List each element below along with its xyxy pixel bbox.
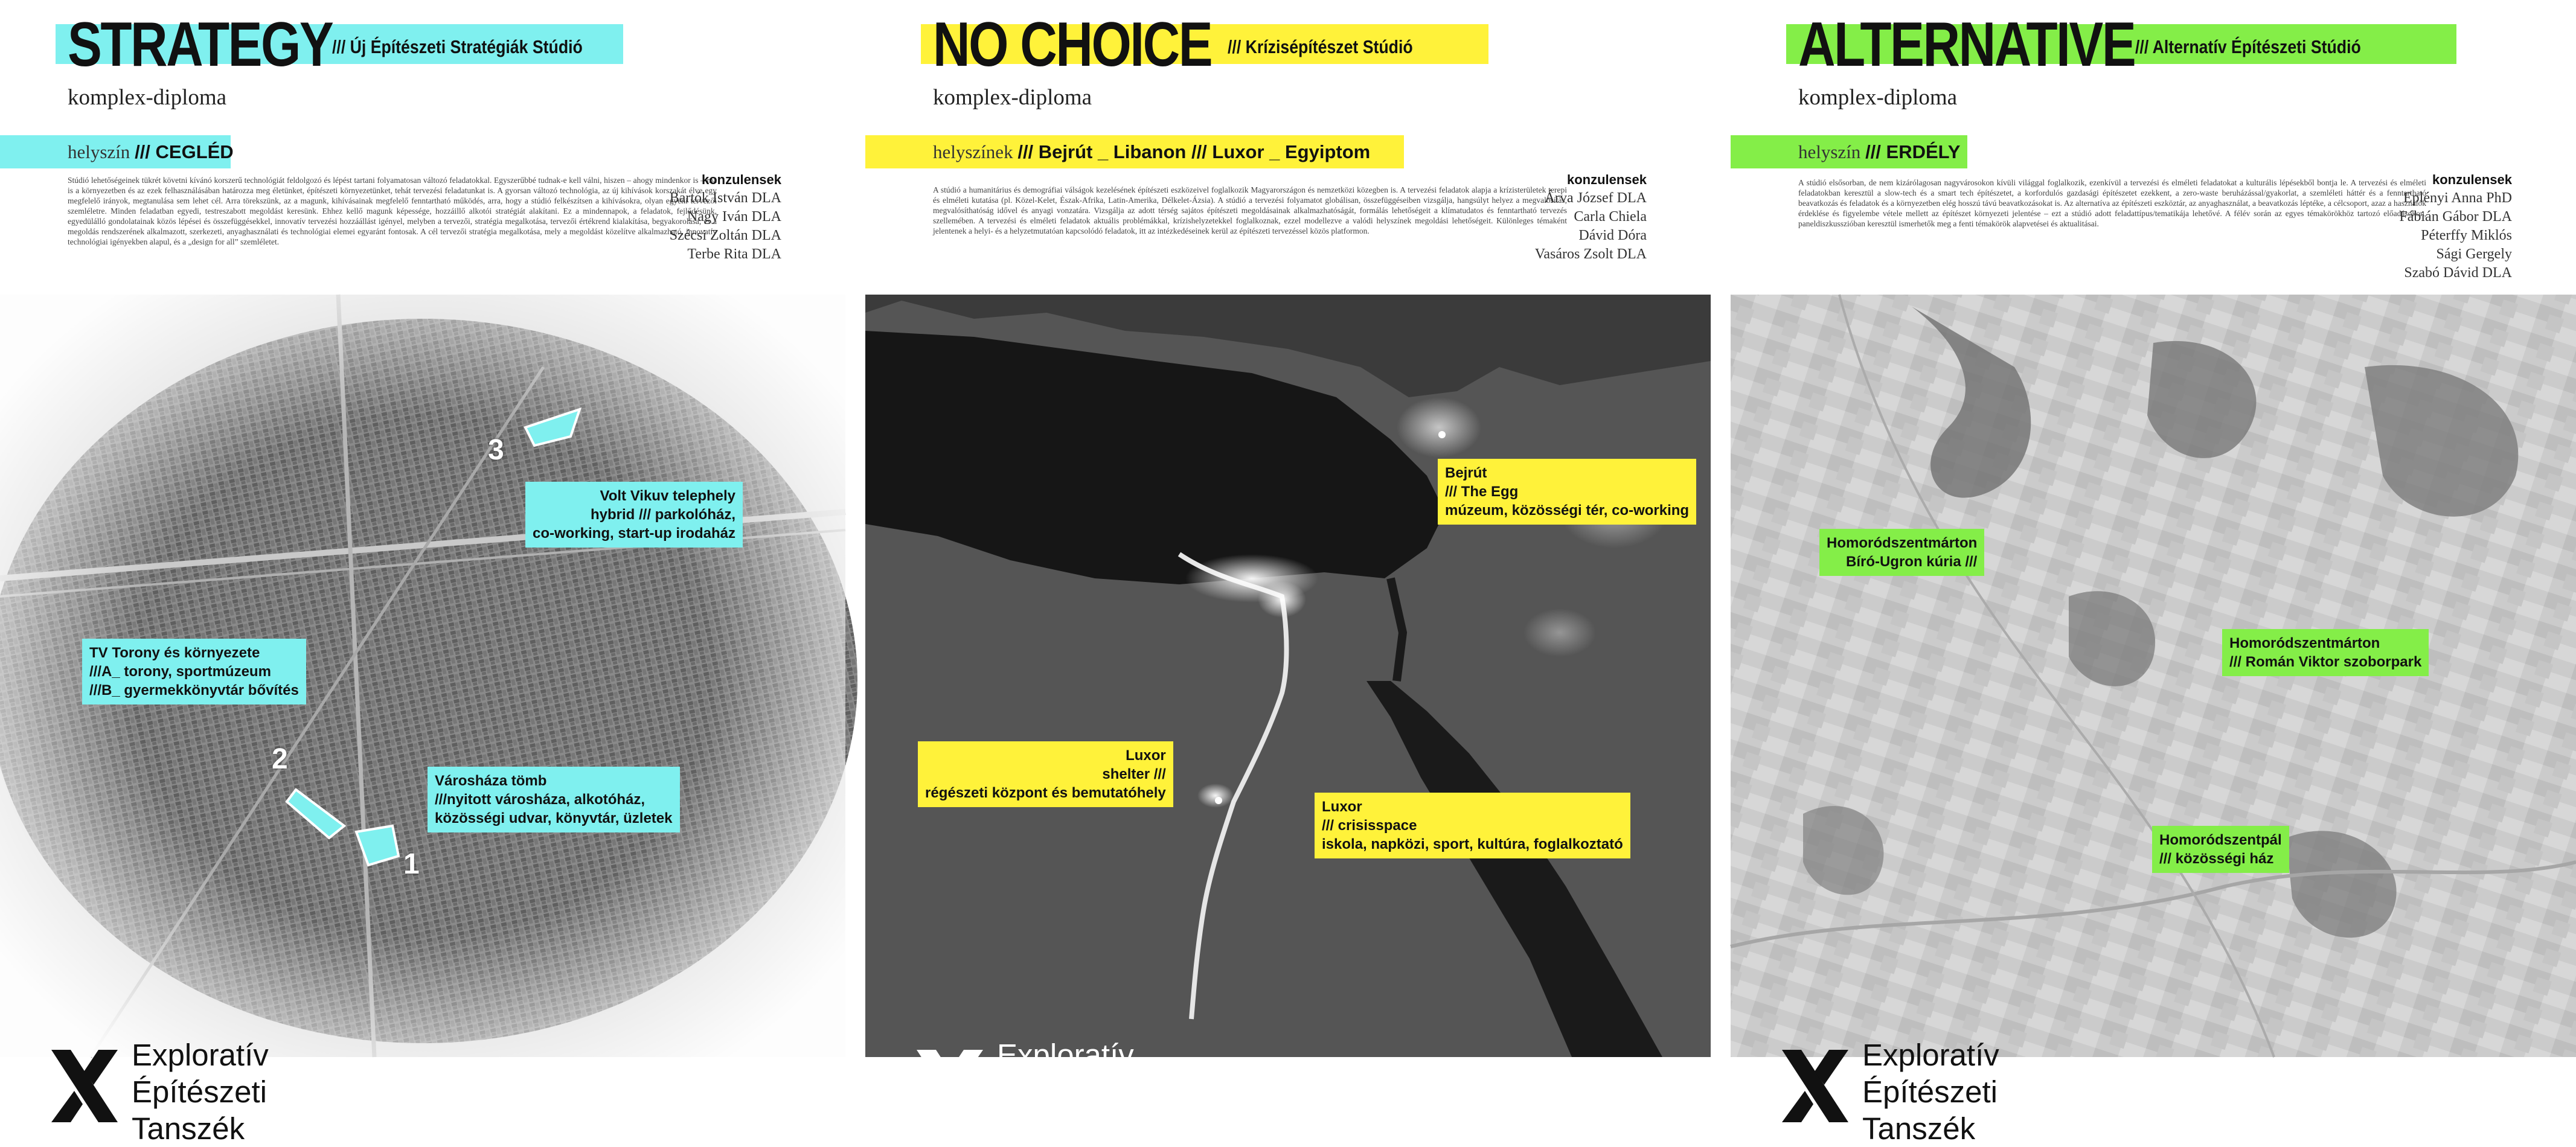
location-name: /// Bejrút _ Libanon /// Luxor _ Egyiptom xyxy=(1017,141,1371,162)
location-name: /// ERDÉLY xyxy=(1865,141,1961,162)
consultant: Szabó Dávid DLA xyxy=(2404,265,2512,281)
site-number: 2 xyxy=(272,743,288,775)
consultants-heading: konzulensek xyxy=(701,172,781,187)
consultant: Szécsi Zoltán DLA xyxy=(669,228,781,243)
site-label-varoshaza xyxy=(428,767,680,832)
label-line: shelter /// xyxy=(1102,766,1166,782)
x-logo-icon xyxy=(1782,1050,1848,1122)
kind-label: komplex-diploma xyxy=(933,85,1092,110)
label-line: Homoródszentmárton xyxy=(2229,635,2380,651)
label-line: ///nyitott városháza, alkotóház, xyxy=(435,791,646,808)
studio-description: Stúdió lehetőségeinek tükrét követni kívánó korszerű technológiát feldolgozó és lépést tartani folyamatosan változó feladatokkal. Egyszerűbbé tudnak-e kell válni, hiszen – ahogy mindenkor is – ma is a környezetben és az ezek felhasználásában határozza meg életünket, építészeti környezetünket, tehát tervezési feladatunkat is. A gyorsan változó technológia, az új kihívások korszakát élve egy megfelelő irányok, megtanulása sem lehet cél. Arra törekszünk, az a magunk, kihívásainak megfelelő fenntartható működés, arra, hogy a stúdió felkészítsen a kihívásokra, olyan egyéni tervezői szemléletre. Minden feladatban egyedi, testreszabott megoldást keresünk. Ehhez kellő magunk képessége, hozzáillő alkotói stratégiát alakítani. Ez a mindennapok, a feladatok, fejlődésünk, egyedülálló gondolatainak közös lépései és összefüggésekkel, innovatív tervezési hozzáállást igényel, melyben a tervezői, stratégia megalkotása, tervezői értékrend kialakítása, begyakorolása, és a megoldás rendszerének alkalmazott, szerkezeti, anyaghasználati és technológiai elemei egyaránt fontosak. A cél tervezői stratégia megalkotása, mely a megoldást közelítve alkalmazható, innovatív technológiai igényekben alapul, és a „design for all” szemléletet. xyxy=(68,176,717,246)
label-line: Városháza tömb xyxy=(435,773,547,789)
studio-subtitle: /// Új Építészeti Stratégiák Stúdió xyxy=(332,36,583,57)
label-line: iskola, napközi, sport, kultúra, foglalkoztató xyxy=(1322,836,1623,852)
site-label-biro-ugron xyxy=(1819,529,1984,576)
logo-line: Exploratív xyxy=(1862,1038,1999,1072)
label-line: Luxor xyxy=(1322,799,1362,815)
label-line: co-working, start-up irodaház xyxy=(533,525,736,542)
poster-no-choice xyxy=(865,0,1711,1146)
label-line: /// The Egg xyxy=(1445,484,1519,500)
label-line: /// Román Viktor szoborpark xyxy=(2229,654,2422,670)
x-logo-icon xyxy=(51,1050,118,1122)
consultant: Árva József DLA xyxy=(1544,190,1647,206)
site-label-luxor-shelter xyxy=(918,741,1173,807)
site-label-kozossegi-haz xyxy=(2152,826,2289,873)
label-line: Volt Vikuv telephely xyxy=(600,488,736,504)
logo-line: Tanszék xyxy=(132,1111,245,1146)
logo-line: Tanszék xyxy=(997,1111,1110,1146)
site-label-vikuv xyxy=(525,482,743,548)
consultants-block xyxy=(2399,170,2512,283)
logo-line: Építészeti xyxy=(132,1075,267,1109)
label-line: múzeum, közösségi tér, co-working xyxy=(1445,502,1690,519)
site-label-szoborpark xyxy=(2222,629,2429,676)
label-line: közösségi udvar, könyvtár, üzletek xyxy=(435,810,673,826)
consultant: Nagy Iván DLA xyxy=(687,209,781,225)
site-number: 3 xyxy=(488,434,504,466)
consultants-block xyxy=(670,170,781,264)
consultants-heading: konzulensek xyxy=(2432,172,2512,187)
location-line xyxy=(68,141,234,163)
logo-line: Tanszék xyxy=(1862,1111,1976,1146)
aerial-map-erdely xyxy=(1731,295,2576,1057)
site-label-tv-torony xyxy=(82,639,306,704)
site-number: 1 xyxy=(403,848,420,880)
poster-title: STRATEGY xyxy=(68,10,333,80)
location-name: /// CEGLÉD xyxy=(135,141,234,162)
consultant: Fábián Gábor DLA xyxy=(2399,209,2512,225)
label-line: Luxor xyxy=(1126,747,1166,764)
consultant: Carla Chiela xyxy=(1574,209,1647,225)
label-line: Bíró-Ugron kúria /// xyxy=(1845,554,1978,570)
night-satellite-map-middle-east xyxy=(865,295,1711,1057)
site-label-bejrut xyxy=(1438,459,1696,525)
consultant: Terbe Rita DLA xyxy=(687,246,781,262)
logo-line: Építészeti xyxy=(1862,1075,1998,1109)
kind-label: komplex-diploma xyxy=(1798,85,1958,110)
poster-strategy xyxy=(0,0,845,1146)
location-line xyxy=(1798,141,1960,163)
consultant: Dávid Dóra xyxy=(1578,228,1647,243)
label-line: TV Torony és környezete xyxy=(89,645,260,661)
label-line: Bejrút xyxy=(1445,465,1487,481)
location-prefix: helyszín xyxy=(68,141,130,162)
logo-line: Exploratív xyxy=(997,1038,1134,1072)
consultant: Péterffy Miklós xyxy=(2421,228,2512,243)
studio-description: A stúdió a humanitárius és demográfiai válságok kezelésének építészeti eszközeivel foglalkozik Magyarországon és nemzetközi közegben is. A tervezési feladatok alapja a krízisterületek terepi és elméleti kutatása (pl. Közel-Kelet, Észak-Afrika, Latin-Amerika, Délkelet-Ázsia). A stúdió a tervezési folyamatot globálisan, összefüggéseiben vizsgálja, hangsúlyt helyez a megvalósítás, megvalósíthatóság idővel és anyagi vonzatára. Vizsgálja az adott térség sajátos építészeti megoldásainak alkalmazhatóságát, formálás lehetőségeit a klímatudatos és fenntartható tervezés szellemében. A tervezési és elméleti feladatok aktuális problémákkal, krízishelyzetekkel foglalkoznak, ezzel modellezve a valódi helyszínek megoldási lehetőségeit. Különleges témaként jelentenek a helyi- és a helyzetmutatóan kapcsolódó feladatok, itt az intézkedéseinek kerül az építészeti tervezéssel közös platformon. xyxy=(933,185,1567,235)
consultant: Sági Gergely xyxy=(2436,246,2512,262)
label-line: ///B_ gyermekkönyvtár bővítés xyxy=(89,682,299,698)
label-line: Homoródszentpál xyxy=(2159,832,2282,848)
poster-alternative xyxy=(1731,0,2576,1146)
poster-title: ALTERNATIVE xyxy=(1798,10,2135,80)
label-line: Homoródszentmárton xyxy=(1827,535,1978,551)
site-label-luxor-crisisspace xyxy=(1315,793,1630,858)
label-line: ///A_ torony, sportmúzeum xyxy=(89,663,271,680)
poster-title: NO CHOICE xyxy=(933,10,1212,80)
consultant: Vasáros Zsolt DLA xyxy=(1534,246,1647,262)
logo-line: Építészeti xyxy=(997,1075,1132,1109)
logo-line: Exploratív xyxy=(132,1038,269,1072)
consultants-block xyxy=(1535,170,1647,264)
location-prefix: helyszínek xyxy=(933,141,1013,162)
label-line: hybrid /// parkolóház, xyxy=(590,506,736,523)
x-logo-icon xyxy=(917,1050,983,1122)
consultants-heading: konzulensek xyxy=(1566,172,1647,187)
kind-label: komplex-diploma xyxy=(68,85,227,110)
studio-subtitle: /// Krízisépítészet Stúdió xyxy=(1228,36,1413,57)
consultant: Eplényi Anna PhD xyxy=(2403,190,2512,206)
location-line xyxy=(933,141,1370,163)
label-line: /// crisisspace xyxy=(1322,817,1417,834)
consultant: Bartók István DLA xyxy=(669,190,781,206)
studio-subtitle: /// Alternatív Építészeti Stúdió xyxy=(2135,36,2361,57)
location-prefix: helyszín xyxy=(1798,141,1861,162)
label-line: régészeti központ és bemutatóhely xyxy=(925,785,1166,801)
label-line: /// közösségi ház xyxy=(2159,851,2274,867)
studio-description: A stúdió elsősorban, de nem kizárólagosan nagyvárosokon kívüli világgal foglalkozik, ezenkívül a tervezési és elméleti feladatokat a kulturális lépésekből bontja le. A tervezési és elméleti feladatokban keresztül a slow-tech és a smart tech építészetet, a korfordulós gazdasági építészetet ezekkent, a zero-waste beruházással/gyakorlat, a szemléleti háttér és a fenntartható beavatkozás és feladatok és a környezetben elég hosszú távú beavatkozásokat is. Az alternatíva az építészeti eszköztár, az anyaghasználat, a beavatkozás léptéke, a célcsoport, azaz a használók érdeklése és figyelembe vétele mellett az építészet környezeti jelentése – ezt a stúdió adott feladattípus/tematikája lehetővé. A félév során az egyes témakörökhöz tartozó előadásokon, paneldiszkusszióban keresztül ismerhetők meg a fenti témakörök alapvetései és aktualitásai. xyxy=(1798,178,2426,228)
